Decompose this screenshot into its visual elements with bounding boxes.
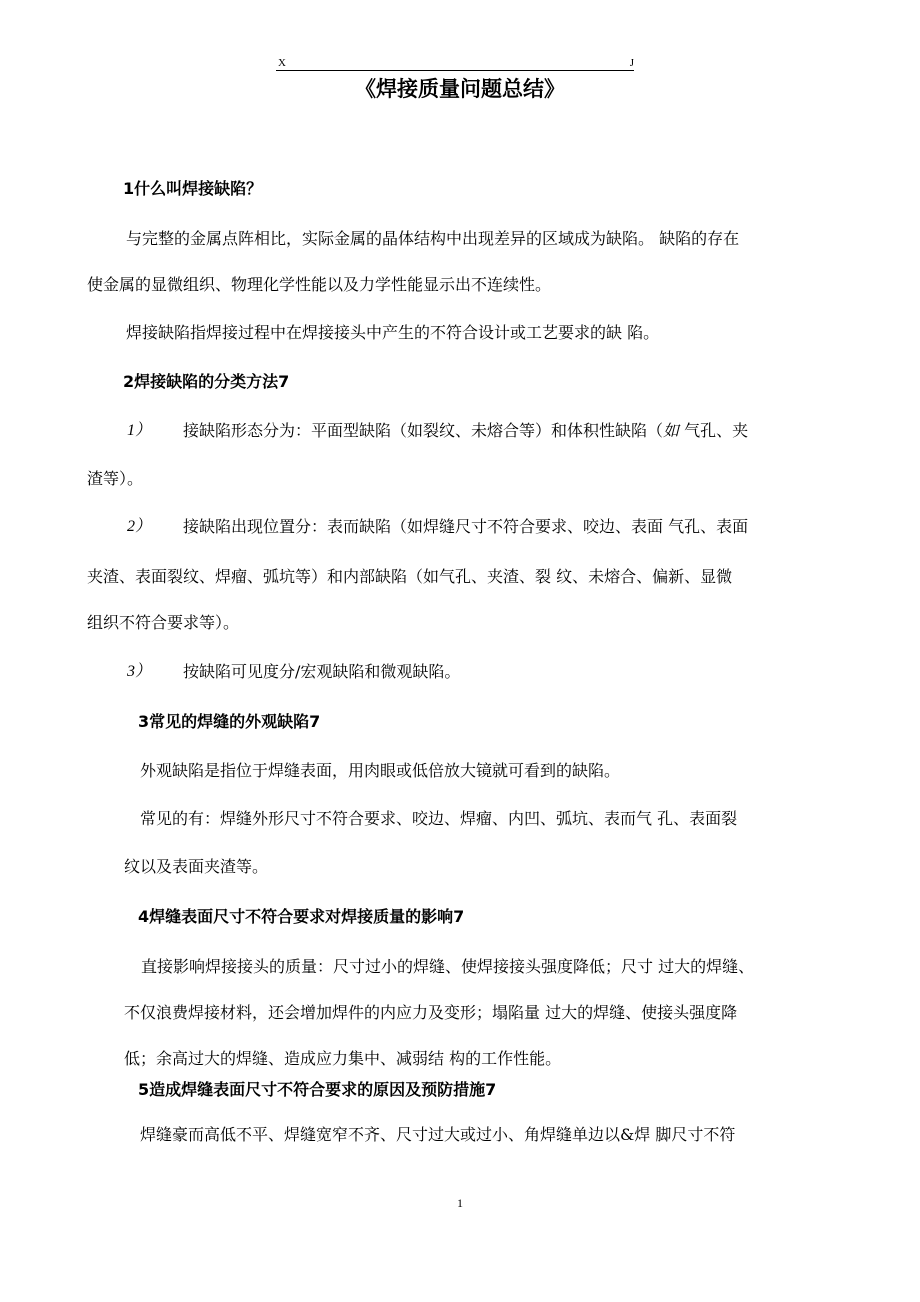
list-item-3-number: 3）: [127, 663, 152, 680]
header-right-mark: J: [629, 57, 634, 69]
s3-paragraph-2-line-1: 常见的有：焊缝外形尺寸不符合要求、咬边、焊瘤、内凹、弧坑、表而气 孔、表面裂: [140, 809, 738, 828]
s4-paragraph-line-3: 低；余高过大的焊缝、造成应力集中、减弱结 构的工作性能。: [124, 1049, 562, 1068]
s4-paragraph-line-1: 直接影响焊接接头的质量：尺寸过小的焊缝、使焊接接头强度降低；尺寸 过大的焊缝、: [141, 957, 755, 976]
list-item-2-line-1: 接缺陷出现位置分：表而缺陷（如焊缝尺寸不符合要求、咬边、表面 气孔、表面: [183, 517, 749, 536]
s3-paragraph-1: 外观缺陷是指位于焊缝表面，用肉眼或低倍放大镜就可看到的缺陷。: [140, 761, 621, 780]
list-item-2-number: 2）: [127, 518, 152, 535]
list-item-2-line-3: 组织不符合要求等）。: [87, 613, 240, 632]
s5-paragraph-line-1: 焊缝豪而高低不平、焊缝宽窄不齐、尺寸过大或过小、角焊缝单边以&焊 脚尺寸不符: [140, 1125, 736, 1144]
section-1-heading: 1什么叫焊接缺陷？: [123, 179, 263, 198]
s1-paragraph-1-line-2: 使金属的显微组织、物理化学性能以及力学性能显示出不连续性。: [87, 275, 552, 294]
page-header: [276, 56, 634, 71]
s3-paragraph-2-line-2: 纹以及表面夹渣等。: [124, 857, 269, 876]
list-item-1-line-2: 渣等）。: [87, 469, 144, 488]
list-item-3-line-1: 按缺陷可见度分/宏观缺陷和微观缺陷。: [183, 662, 461, 681]
section-4-heading: 4焊缝表面尺寸不符合要求对焊接质量的影响7: [138, 907, 465, 926]
section-3-heading: 3常见的焊缝的外观缺陷7: [138, 712, 321, 731]
document-title: 《焊接质量问题总结》: [355, 77, 565, 101]
list-item-1-line-1: 接缺陷形态分为：平面型缺陷（如裂纹、未熔合等）和体积性缺陷（如 气孔、夹: [183, 421, 749, 440]
section-5-heading: 5造成焊缝表面尺寸不符合要求的原因及预防措施7: [138, 1080, 497, 1099]
s1-paragraph-1-line-1: 与完整的金属点阵相比，实际金属的晶体结构中出现差异的区域成为缺陷。 缺陷的存在: [126, 229, 740, 248]
s4-paragraph-line-2: 不仅浪费焊接材料，还会增加焊件的内应力及变形；塌陷量 过大的焊缝、使接头强度降: [124, 1003, 738, 1022]
list-item-2-line-2: 夹渣、表面裂纹、焊瘤、弧坑等）和内部缺陷（如气孔、夹渣、裂 纹、未熔合、偏新、显微: [87, 567, 733, 586]
s1-paragraph-2: 焊接缺陷指焊接过程中在焊接接头中产生的不符合设计或工艺要求的缺 陷。: [126, 323, 660, 342]
header-left-mark: X: [278, 57, 286, 69]
page-number: 1: [457, 1196, 463, 1210]
list-item-1-number: 1）: [127, 422, 152, 439]
section-2-heading: 2焊接缺陷的分类方法7: [123, 372, 290, 391]
